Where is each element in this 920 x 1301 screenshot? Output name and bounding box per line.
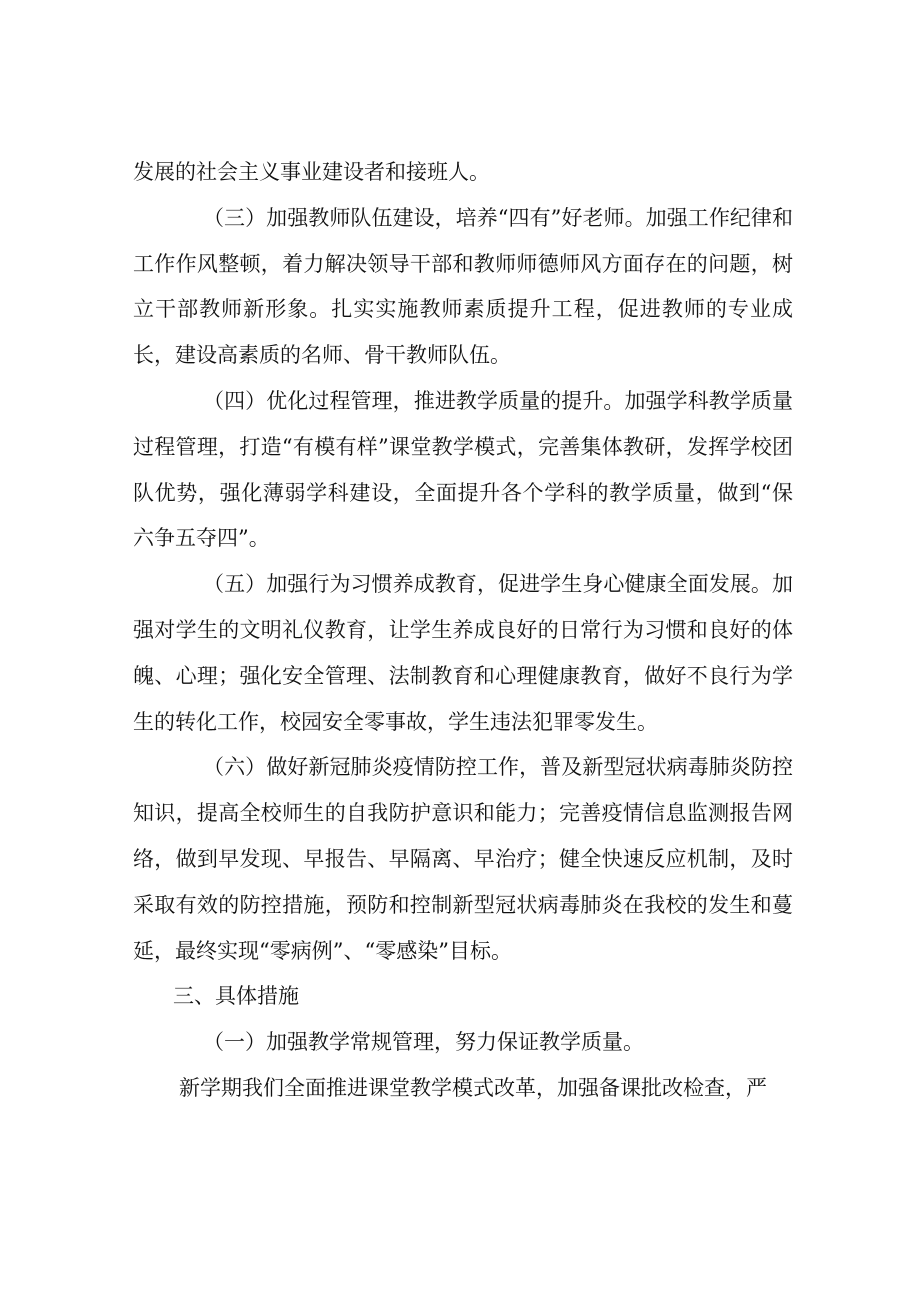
- paragraph-continuation: 发展的社会主义事业建设者和接班人。: [133, 160, 490, 184]
- paragraph-new-semester: 新学期我们全面推进课堂教学模式改革，加强备课批改检查，严: [179, 1075, 767, 1100]
- paragraph-section-4: （四）优化过程管理，推进教学质量的提升。加强学科教学质量过程管理，打造“有模有样”课堂教学模式，完善集体教研，发挥学校团队优势，强化薄弱学科建设，全面提升各个学科的教学质量，做到“保六争五夺四”。: [133, 388, 793, 551]
- paragraph-section-6: （六）做好新冠肺炎疫情防控工作，普及新型冠状病毒肺炎防控知识，提高全校师生的自我防护意识和能力；完善疫情信息监测报告网络，做到早发现、早报告、早隔离、早治疗；健全快速反应机制，及时采取有效的防控措施，预防和控制新型冠状病毒肺炎在我校的发生和蔓延，最终实现“零病例”、“零感染”目标。: [133, 755, 793, 963]
- subheading-teaching-management: （一）加强教学常规管理，努力保证教学质量。: [203, 1030, 644, 1055]
- body-text: [133, 150, 793, 1112]
- paragraph-section-5: （五）加强行为习惯养成教育，促进学生身心健康全面发展。加强对学生的文明礼仪教育，让学生养成良好的日常行为习惯和良好的体魄、心理；强化安全管理、法制教育和心理健康教育，做好不良行为学生的转化工作，校园安全零事故，学生违法犯罪零发生。: [133, 572, 793, 734]
- paragraph-section-3: （三）加强教师队伍建设，培养“四有”好老师。加强工作纪律和工作作风整顿，着力解决领导干部和教师师德师风方面存在的问题，树立干部教师新形象。扎实实施教师素质提升工程，促进教师的专业成长，建设高素质的名师、骨干教师队伍。: [133, 205, 793, 368]
- heading-specific-measures: 三、具体措施: [173, 984, 299, 1009]
